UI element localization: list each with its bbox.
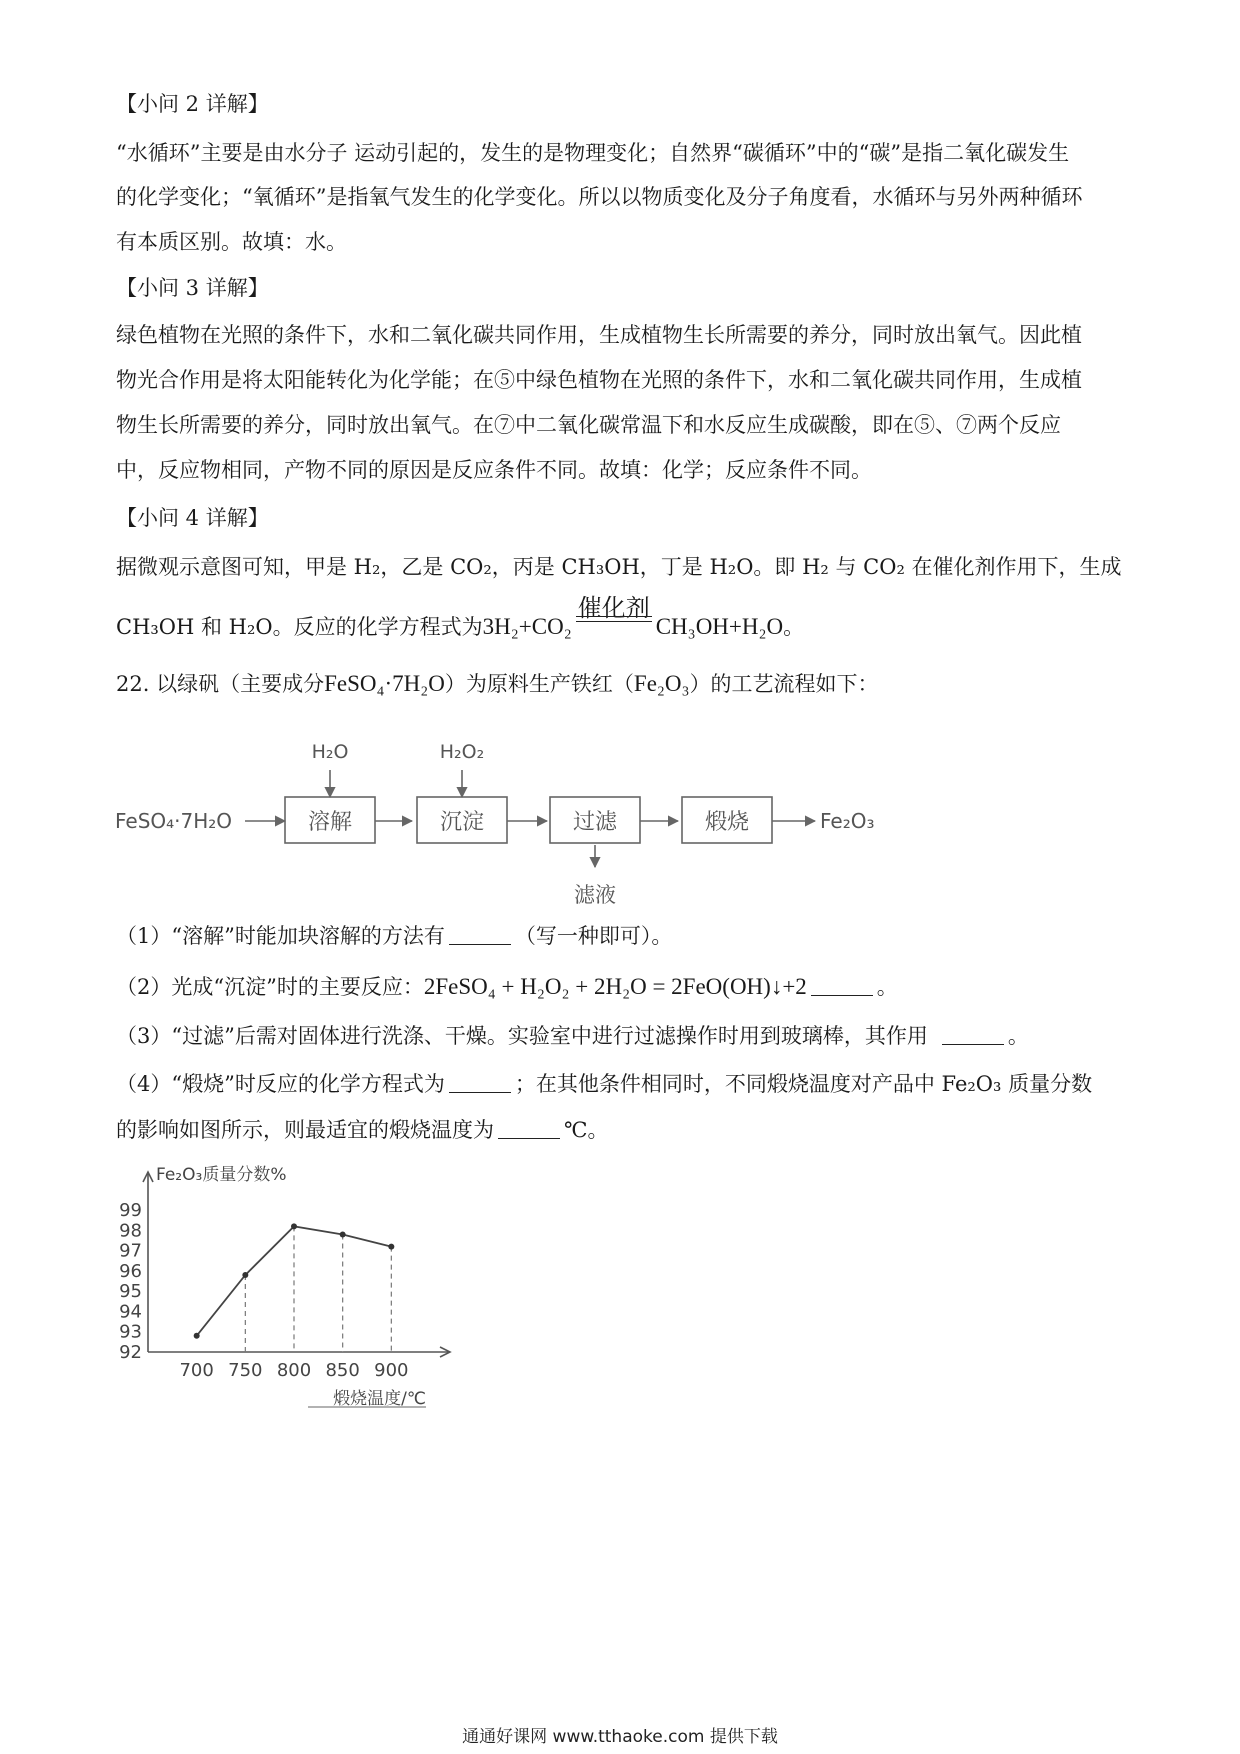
- q22-sub-1-end: （写一种即可）。: [514, 924, 673, 948]
- y-tick-label: 95: [119, 1281, 142, 1303]
- x-tick-label: 750: [228, 1360, 263, 1381]
- answer-blank-4[interactable]: [449, 1074, 511, 1093]
- q3-line-1: 绿色植物在光照的条件下，水和二氧化碳共同作用，生成植物生长所需要的养分，同时放出氧气。因此植: [116, 323, 1082, 347]
- equation-end: 。: [783, 615, 805, 639]
- q3-heading: 【小问 3 详解】: [116, 276, 269, 300]
- q4-line-1: 据微观示意图可知，甲是 H₂，乙是 CO₂，丙是 CH₃OH，丁是 H₂O。即 H₂ 与 CO₂ 在催化剂作用下，生成: [116, 555, 1122, 579]
- catalyst-label: 催化剂: [577, 594, 650, 622]
- q22-intro-b: 为原料生产铁红: [465, 672, 613, 696]
- q22-sub-3: [116, 1012, 1126, 1061]
- q22-sub-3-text: （3）“过滤”后需对固体进行洗涤、干燥。实验室中进行过滤操作时用到玻璃棒，其作用: [116, 1024, 928, 1048]
- y-tick-label: 93: [119, 1321, 142, 1343]
- q2-line-1: “水循环”主要是由水分子 运动引起的，发生的是物理变化；自然界“碳循环”中的“碳”是指二氧化碳发生: [116, 141, 1070, 165]
- answer-blank-1[interactable]: [449, 926, 511, 945]
- equation-left: 3H₂+CO₂: [482, 614, 572, 639]
- q3-line-4: 中，反应物相同，产物不同的原因是反应条件不同。故填：化学；反应条件不同。: [116, 458, 872, 482]
- q22-intro-c: ）的工艺流程如下：: [689, 672, 879, 696]
- q3-line-2: 物光合作用是将太阳能转化为化学能；在⑤中绿色植物在光照的条件下，水和二氧化碳共同作用，生成植: [116, 368, 1082, 392]
- flow-step-calcine: 煅烧: [704, 810, 750, 835]
- y-tick-label: 98: [119, 1220, 142, 1242]
- q4-line-2: [116, 594, 1126, 652]
- fe2o3-mass-fraction-chart: [110, 1160, 490, 1410]
- q3-line-3: 物生长所需要的养分，同时放出氧气。在⑦中二氧化碳常温下和水反应生成碳酸，即在⑤、⑦两个反应: [116, 413, 1061, 437]
- q22-sub-2-equation: 2FeSO₄ + H₂O₂ + 2H₂O = 2FeO(OH)↓+2: [423, 974, 807, 999]
- q22-sub-4-line-2: [116, 1106, 1126, 1155]
- y-tick-label: 92: [119, 1342, 142, 1363]
- equation-right: CH₃OH+H₂O: [655, 614, 784, 639]
- q2-heading: 【小问 2 详解】: [116, 92, 269, 116]
- process-flow-diagram: [110, 725, 990, 915]
- q22-sub-1-text: （1）“溶解”时能加块溶解的方法有: [116, 924, 445, 948]
- x-tick-label: 850: [325, 1360, 360, 1381]
- data-point: [291, 1223, 297, 1229]
- flow-reagent-h2o2: H₂O₂: [439, 741, 485, 763]
- flow-output: Fe₂O₃: [820, 809, 875, 833]
- q22-sub-4: [116, 1060, 1126, 1109]
- data-point: [340, 1231, 346, 1237]
- flow-step-dissolve: 溶解: [307, 810, 353, 835]
- flow-input: FeSO₄·7H₂O: [115, 809, 233, 833]
- x-axis-label: 煅烧温度/℃: [333, 1389, 426, 1409]
- q22-sub-4-mid: ；在其他条件相同时，不同煅烧温度对产品中 Fe₂O₃ 质量分数: [514, 1072, 1093, 1096]
- y-tick-label: 99: [119, 1200, 142, 1222]
- x-tick-label: 800: [276, 1360, 312, 1381]
- q4-heading: 【小问 4 详解】: [116, 506, 269, 530]
- q22-intro-a: 22. 以绿矾（主要成分: [116, 672, 325, 696]
- q22-formula-green: FeSO₄·7H₂O: [324, 671, 445, 696]
- x-tick-label: 900: [374, 1360, 409, 1381]
- q22-paren-open: （: [612, 672, 634, 696]
- q22-sub-2-text: （2）光成“沉淀”时的主要反应：: [116, 975, 424, 999]
- y-axis-label: Fe₂O₃质量分数%: [156, 1165, 287, 1185]
- q22-sub-4-end: ℃。: [564, 1118, 609, 1142]
- q22-sub-1: [116, 912, 1126, 961]
- q2-line-2: 的化学变化；“氧循环”是指氧气发生的化学变化。所以以物质变化及分子角度看，水循环与另外两种循环: [116, 185, 1083, 209]
- flow-reagent-water: H₂O: [311, 741, 349, 763]
- x-tick-label: 700: [179, 1360, 214, 1381]
- q22-sub-4-text: （4）“煅烧”时反应的化学方程式为: [116, 1072, 445, 1096]
- data-point: [388, 1244, 394, 1250]
- y-tick-label: 94: [119, 1301, 142, 1323]
- q22-sub-4-line-2-text: 的影响如图所示，则最适宜的煅烧温度为: [116, 1118, 494, 1142]
- q4-line-2-text: CH₃OH 和 H₂O。反应的化学方程式为: [116, 615, 483, 639]
- question-22-intro: [116, 659, 1126, 709]
- y-tick-label: 96: [119, 1260, 142, 1282]
- q22-sub-2-end: 。: [876, 975, 898, 999]
- page-footer: 通通好课网 www.tthaoke.com 提供下载: [462, 1727, 778, 1747]
- q22-paren-close: ）: [444, 672, 466, 696]
- answer-blank-3[interactable]: [942, 1026, 1004, 1045]
- flow-step-precipitate: 沉淀: [439, 810, 485, 835]
- answer-blank-5[interactable]: [498, 1120, 560, 1139]
- q2-line-3: 有本质区别。故填：水。: [116, 230, 347, 254]
- flow-byproduct-filtrate: 滤液: [574, 883, 616, 907]
- q22-sub-2: [116, 962, 1126, 1012]
- y-tick-label: 97: [119, 1240, 142, 1262]
- flow-step-filter: 过滤: [572, 810, 618, 835]
- answer-blank-2[interactable]: [811, 977, 873, 996]
- q22-sub-3-end: 。: [1007, 1024, 1029, 1048]
- catalyst-equals-sign: [576, 594, 652, 634]
- data-point: [242, 1272, 248, 1278]
- data-point: [194, 1333, 200, 1339]
- q22-formula-red: Fe₂O₃: [633, 671, 690, 696]
